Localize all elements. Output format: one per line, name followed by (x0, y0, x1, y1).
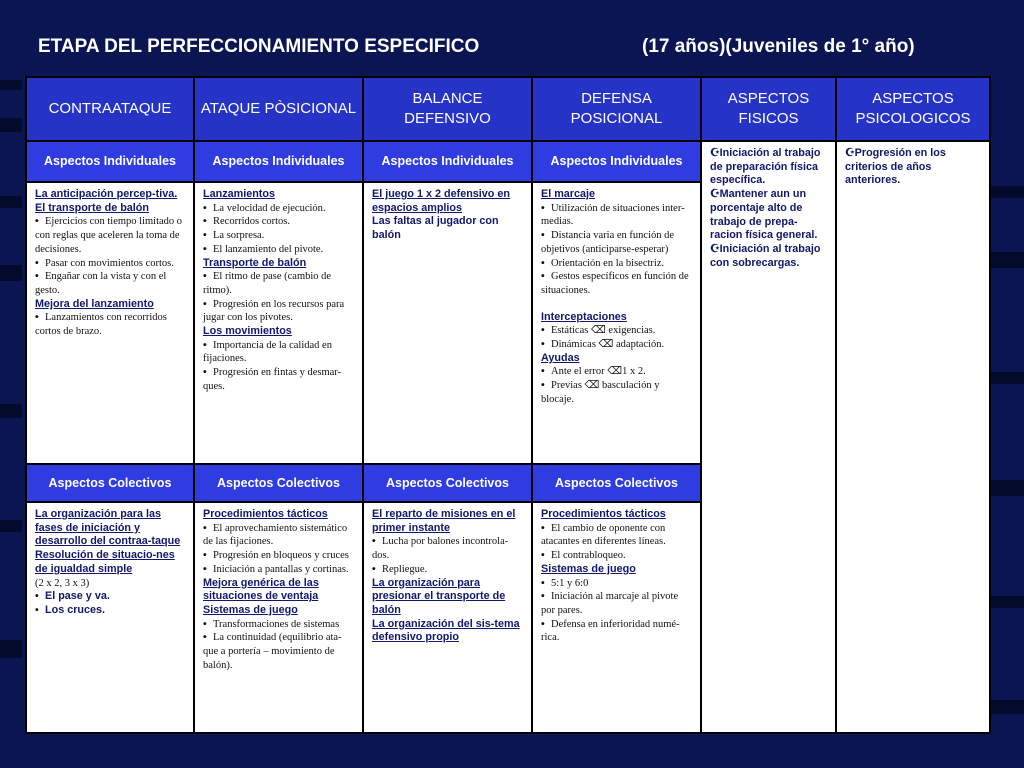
bullet-item (541, 229, 694, 256)
colectivo-balance-cell (363, 502, 532, 733)
spacer (541, 298, 694, 311)
bullet-text: Distancia varia en función de objetivos (anticiparse-esperar) (541, 230, 675, 255)
section-heading: Lanzamientos (203, 188, 275, 200)
section-heading: Ayudas (541, 351, 580, 364)
sub-colectivo-defensa: Aspectos Colectivos (532, 464, 701, 502)
section-heading: El juego 1 x 2 defensivo en espacios amplios (372, 188, 511, 214)
bullet-item (541, 365, 694, 379)
header-aspectos-psicologicos: ASPECTOS PSICOLOGICOS (836, 77, 990, 141)
bullet-text: Lanzamientos con recorridos cortos de brazo. (35, 312, 167, 338)
colectivo-defensa-cell (532, 502, 701, 733)
bullet-icon: • (203, 521, 207, 534)
bullet-text: Progresión en los recursos para jugar con los pivotes. (203, 298, 345, 324)
bullet-item (203, 618, 356, 632)
bullet-icon: • (35, 590, 39, 603)
bullet-text: El cambio de oponente con atacantes en diferentes líneas. (541, 522, 666, 548)
bullet-icon: • (541, 590, 545, 603)
bullet-icon: • (203, 215, 207, 228)
bullet-text: El aprovechamiento sistemático de las fijaciones. (203, 522, 348, 548)
sub-individual-contraataque: Aspectos Individuales (26, 141, 194, 182)
bullet-icon: • (203, 617, 207, 630)
bullet-item (35, 604, 187, 618)
header-ataque-posicional: ATAQUE PÒSICIONAL (194, 77, 363, 141)
bullet-item (541, 618, 694, 645)
bullet-icon: • (35, 311, 39, 324)
bullet-text: Progresión en fintas y desmar-ques. (203, 367, 342, 392)
slide-title (38, 34, 968, 62)
psicologicos-cell (836, 141, 990, 733)
bullet-icon: • (372, 535, 376, 548)
bullet-item (203, 243, 356, 257)
list-item: ☪Iniciación al trabajo con sobrecargas. (710, 242, 821, 269)
bullet-item (203, 631, 356, 672)
bullet-item (35, 257, 187, 271)
bullet-icon: • (372, 562, 376, 575)
bullet-item (203, 270, 356, 297)
bullet-icon: • (203, 229, 207, 242)
bullet-item (203, 522, 356, 549)
bullet-text: La continuidad (equilibrio ata-que a portería – movimiento de balón). (203, 632, 342, 671)
bullet-item (203, 202, 356, 216)
list-item: ☪Mantener aun un porcentaje alto de trabajo de prepa-racion física general. (710, 188, 818, 242)
bullet-icon: • (541, 617, 545, 630)
bullet-icon: • (541, 521, 545, 534)
bullet-text: El pase y va. (45, 590, 110, 603)
bullet-text: El contrabloqueo. (551, 550, 626, 562)
bullet-icon: • (35, 215, 39, 228)
bullet-icon: • (541, 338, 545, 351)
bullet-icon: • (203, 562, 207, 575)
bullet-icon: • (541, 365, 545, 378)
bullet-icon: • (203, 242, 207, 255)
section-heading: Resolución de situacio-nes de igualdad simple (35, 549, 175, 575)
bullet-icon: • (541, 379, 545, 392)
bullet-text: Defensa en inferioridad numé-rica. (541, 618, 680, 644)
bullet-item (541, 324, 694, 338)
bullet-text: Progresión en bloqueos y cruces (213, 550, 349, 562)
bullet-text: Lucha por balones incontrola-dos. (372, 536, 509, 562)
bullet-item (203, 563, 356, 577)
bullet-item (35, 590, 187, 604)
bullet-item (541, 270, 694, 297)
bullet-text: Los cruces. (45, 603, 106, 616)
bullet-icon: • (541, 256, 545, 269)
bullet-text: Iniciación al marcaje al pivote por pares. (541, 591, 679, 616)
bullet-item (35, 270, 187, 297)
bullet-item (203, 229, 356, 243)
bullet-icon: • (203, 366, 207, 379)
content-table (25, 76, 991, 734)
bullet-item (203, 366, 356, 393)
header-aspectos-fisicos: ASPECTOS FISICOS (701, 77, 836, 141)
bullet-text: Transformaciones de sistemas (213, 618, 340, 630)
bullet-text: Orientación en la bisectriz. (551, 257, 665, 269)
bullet-item (541, 202, 694, 229)
header-balance-defensivo: BALANCE DEFENSIVO (363, 77, 532, 141)
bullet-icon: • (203, 631, 207, 644)
individual-defensa-cell (532, 182, 701, 464)
sub-colectivo-ataque: Aspectos Colectivos (194, 464, 363, 502)
bullet-text: 5:1 y 6:0 (551, 577, 589, 589)
bullet-item (35, 311, 187, 338)
note-text: (2 x 2, 3 x 3) (35, 577, 90, 589)
section-heading: Transporte de balón (203, 256, 307, 269)
section-heading: Procedimientos tácticos (541, 508, 666, 520)
list-item: ☪Progresión en los criterios de años anteriores. (845, 147, 946, 187)
sub-colectivo-balance: Aspectos Colectivos (363, 464, 532, 502)
bullet-icon: • (203, 338, 207, 351)
section-heading: Sistemas de juego (541, 562, 636, 575)
bullet-item (541, 549, 694, 563)
sub-individual-balance: Aspectos Individuales (363, 141, 532, 182)
bullet-icon: • (541, 201, 545, 214)
bullet-icon: • (541, 229, 545, 242)
sub-colectivo-contraataque: Aspectos Colectivos (26, 464, 194, 502)
sub-individual-defensa: Aspectos Individuales (532, 141, 701, 182)
fisicos-cell (701, 141, 836, 733)
bullet-icon: • (541, 576, 545, 589)
list-item: ☪Iniciación al trabajo de preparación física específica. (710, 147, 821, 187)
bullet-icon: • (203, 549, 207, 562)
individual-ataque-cell (194, 182, 363, 464)
bullet-text: Recorridos cortos. (213, 216, 290, 228)
bullet-item (372, 563, 525, 577)
bullet-icon: • (541, 549, 545, 562)
bullet-text: Repliegue. (382, 563, 428, 575)
bullet-item (372, 535, 525, 562)
bullet-text: Utilización de situaciones inter-medias. (541, 202, 685, 228)
bullet-text: Previas ⌫ basculación y blocaje. (541, 380, 660, 405)
bullet-text: Ante el error ⌫1 x 2. (551, 366, 646, 378)
header-contraataque: CONTRAATAQUE (26, 77, 194, 141)
section-heading: La anticipación percep-tiva. (35, 188, 178, 200)
section-heading: Las faltas al jugador con balón (372, 215, 499, 242)
bullet-icon: • (35, 256, 39, 269)
colectivo-ataque-cell (194, 502, 363, 733)
bullet-item (541, 522, 694, 549)
section-heading: Los movimientos (203, 325, 292, 338)
title-right: (17 años)(Juveniles de 1° año) (642, 36, 915, 57)
bullet-text: Pasar con movimientos cortos. (45, 257, 174, 269)
bullet-icon: • (541, 270, 545, 283)
bullet-item (35, 215, 187, 256)
bullet-text: La velocidad de ejecución. (213, 202, 326, 214)
section-heading: Procedimientos tácticos (203, 508, 328, 520)
bullet-text: El lanzamiento del pivote. (213, 243, 324, 255)
section-heading: Mejora genérica de las situaciones de ventaja (203, 576, 319, 603)
title-left: ETAPA DEL PERFECCIONAMIENTO ESPECIFICO (38, 36, 480, 57)
bullet-item (541, 338, 694, 352)
bullet-icon: • (203, 270, 207, 283)
bullet-icon: • (203, 297, 207, 310)
bullet-text: Gestos específicos en función de situaciones. (541, 271, 689, 296)
bullet-text: Iniciación a pantallas y cortinas. (213, 563, 349, 575)
bullet-icon: • (35, 270, 39, 283)
colectivo-contraataque-cell (26, 502, 194, 733)
bullet-icon: • (541, 324, 545, 337)
sub-individual-ataque: Aspectos Individuales (194, 141, 363, 182)
section-heading: La organización para presionar el transporte de balón (372, 576, 506, 616)
individual-balance-cell (363, 182, 532, 464)
bullet-item (203, 549, 356, 563)
section-heading: El transporte de balón (35, 201, 149, 214)
bullet-item (203, 215, 356, 229)
bullet-item (203, 298, 356, 325)
bullet-text: Importancia de la calidad en fijaciones. (203, 339, 332, 365)
bullet-text: El ritmo de pase (cambio de ritmo). (203, 271, 332, 296)
bullet-text: Engañar con la vista y con el gesto. (35, 271, 167, 296)
bullet-item (203, 339, 356, 366)
section-heading: El reparto de misiones en el primer instante (372, 508, 516, 534)
section-heading: La organización para las fases de iniciación y desarrollo del contraa-taque (35, 508, 181, 548)
header-defensa-posicional: DEFENSA POSICIONAL (532, 77, 701, 141)
section-heading: La organización del sis-tema defensivo propio (372, 617, 520, 644)
bullet-item (541, 257, 694, 271)
bullet-item (541, 590, 694, 617)
section-heading: Sistemas de juego (203, 603, 298, 616)
bullet-icon: • (35, 603, 39, 616)
bullet-text: Ejercicios con tiempo limitado o con reglas que aceleren la toma de decisiones. (35, 216, 183, 255)
section-heading: Mejora del lanzamiento (35, 297, 154, 310)
section-heading: Interceptaciones (541, 310, 627, 323)
individual-contraataque-cell (26, 182, 194, 464)
bullet-text: Estáticas ⌫ exigencias. (551, 325, 656, 337)
bullet-text: Dinámicas ⌫ adaptación. (551, 339, 665, 351)
bullet-icon: • (203, 201, 207, 214)
bullet-item (541, 379, 694, 406)
bullet-item (541, 577, 694, 591)
bullet-text: La sorpresa. (213, 230, 265, 242)
section-heading: El marcaje (541, 188, 596, 200)
